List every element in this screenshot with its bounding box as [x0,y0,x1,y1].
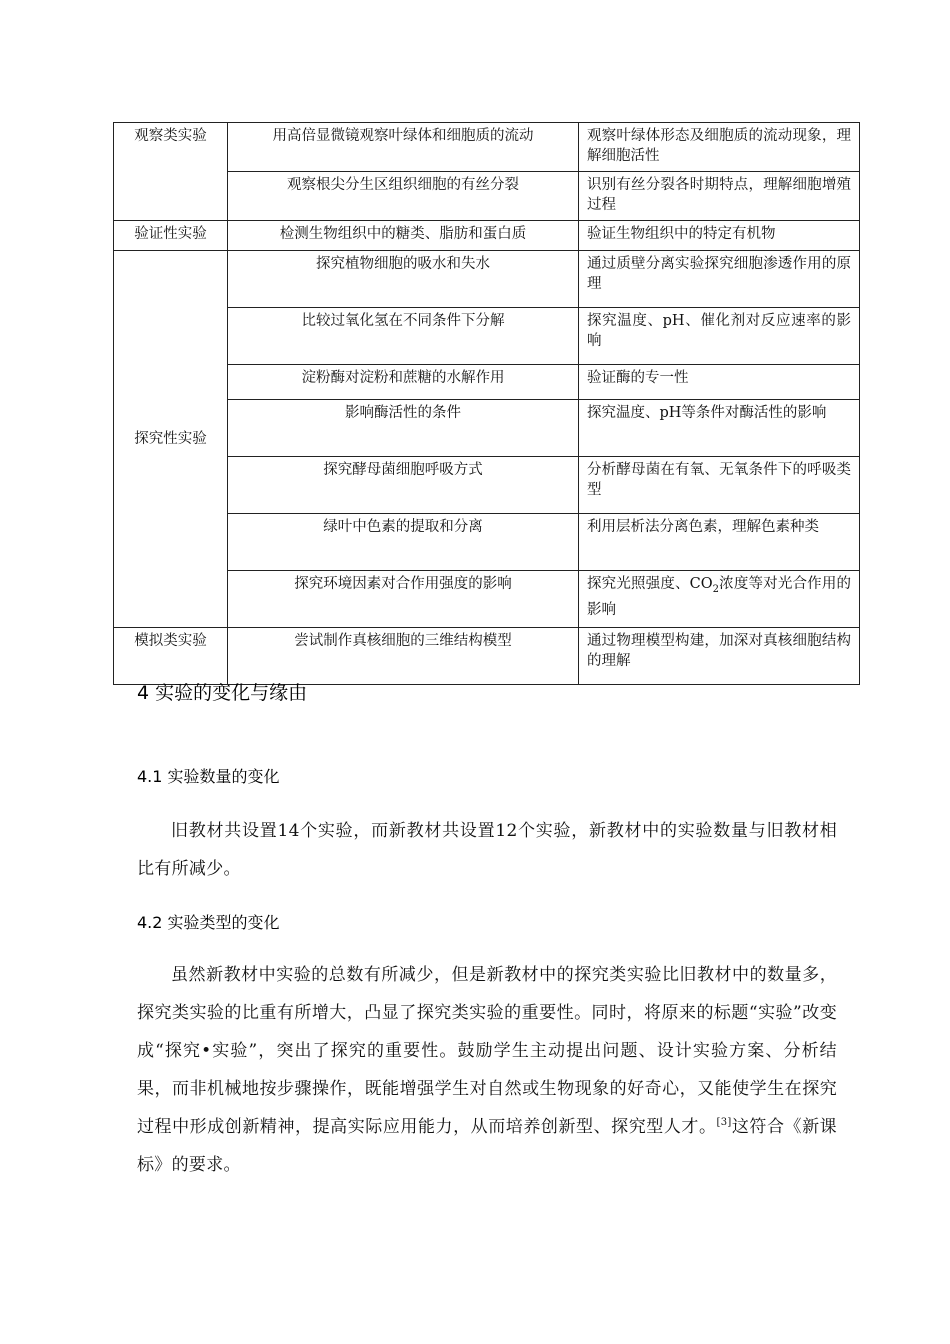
type-cell-verify: 验证性实验 [114,221,228,251]
type-cell-explore: 探究性实验 [114,251,228,628]
experiment-name-cell: 探究酵母菌细胞呼吸方式 [228,457,579,514]
co2-subscript: 2 [712,583,720,595]
experiment-table [113,122,860,685]
table-row [114,251,860,308]
experiment-purpose-cell: 探究温度、pH等条件对酶活性的影响 [579,400,860,457]
experiment-purpose-cell: 通过物理模型构建，加深对真核细胞结构的理解 [579,628,860,685]
type-cell-simulate: 模拟类实验 [114,628,228,685]
paragraph-4-1: 旧教材共设置14个实验，而新教材共设置12个实验，新教材中的实验数量与旧教材相比有所减少。 [137,821,837,879]
experiment-name-cell: 比较过氧化氢在不同条件下分解 [228,308,579,365]
table-row [114,221,860,251]
experiment-purpose-cell: 利用层析法分离色素，理解色素种类 [579,514,860,571]
type-cell-observe: 观察类实验 [114,123,228,221]
experiment-name-cell: 探究环境因素对合作用强度的影响 [228,571,579,628]
experiment-name-cell: 绿叶中色素的提取和分离 [228,514,579,571]
experiment-name-cell: 探究植物细胞的吸水和失水 [228,251,579,308]
experiment-purpose-cell: 分析酵母菌在有氧、无氧条件下的呼吸类型 [579,457,860,514]
section-heading: 4 实验的变化与缘由 [137,682,308,704]
experiment-name-cell: 影响酶活性的条件 [228,400,579,457]
experiment-purpose-cell: 验证酶的专一性 [579,365,860,400]
purpose-text-pre: 探究光照强度、CO [587,576,713,592]
citation-ref: [3] [716,1117,732,1128]
experiment-purpose-cell: 验证生物组织中的特定有机物 [579,221,860,251]
experiment-name-cell: 观察根尖分生区组织细胞的有丝分裂 [228,172,579,221]
experiment-name-cell: 尝试制作真核细胞的三维结构模型 [228,628,579,685]
experiment-purpose-cell: 识别有丝分裂各时期特点，理解细胞增殖过程 [579,172,860,221]
subsection-heading-4-1: 4.1 实验数量的变化 [137,767,280,786]
subsection-heading-4-2: 4.2 实验类型的变化 [137,913,280,932]
table-row [114,628,860,685]
purpose-text-post: 浓度等对光合作用的影响 [587,576,852,618]
paragraph-4-2 [137,956,837,1184]
experiment-purpose-cell: 探究温度、pH、催化剂对反应速率的影响 [579,308,860,365]
table-row [114,123,860,172]
experiment-name-cell: 淀粉酶对淀粉和蔗糖的水解作用 [228,365,579,400]
paragraph-4-2-text: 虽然新教材中实验的总数有所减少，但是新教材中的探究类实验比旧教材中的数量多，探究类实验的比重有所增大，凸显了探究类实验的重要性。同时，将原来的标题“实验”改变成“探究•实验”，突出了探究的重要性。鼓励学生主动提出问题、设计实验方案、分析结果，而非机械地按步骤操作，既能增强学生对自然或生物现象的好奇心，又能使学生在探究过程中形成创新精神，提高实际应用能力，从而培养创新型、探究型人才。 [137,965,837,1137]
experiment-name-cell: 检测生物组织中的糖类、脂肪和蛋白质 [228,221,579,251]
paragraph-4-2-end: 这符合《新课标》的要求。 [137,1117,837,1175]
experiment-purpose-cell: 观察叶绿体形态及细胞质的流动现象，理解细胞活性 [579,123,860,172]
experiment-name-cell: 用高倍显微镜观察叶绿体和细胞质的流动 [228,123,579,172]
experiment-purpose-cell [579,571,860,628]
experiment-purpose-cell: 通过质壁分离实验探究细胞渗透作用的原理 [579,251,860,308]
